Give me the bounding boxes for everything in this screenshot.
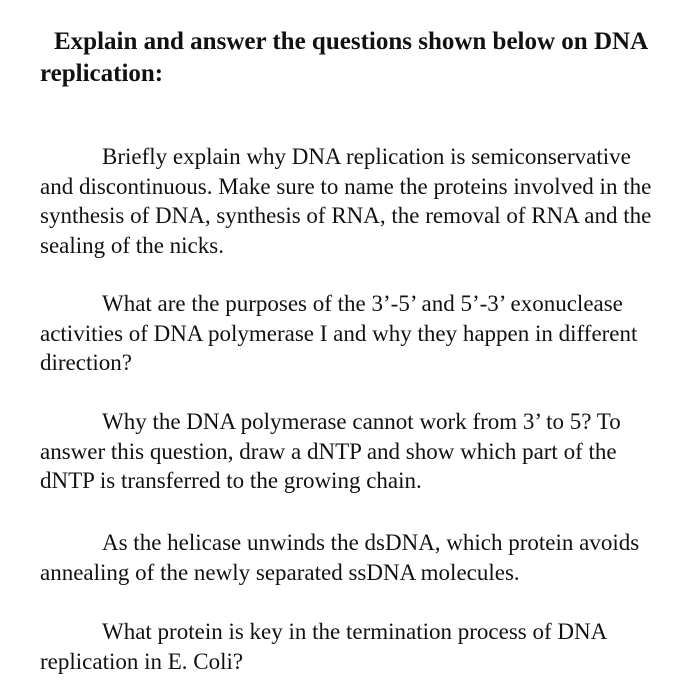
question-3: Why the DNA polymerase cannot work from 3’ to 5? To answer this question, draw a dNTP and show which part of the dNTP is transferred to the growing chain. [40,409,621,493]
question-4: As the helicase unwinds the dsDNA, which protein avoids annealing of the newly separated ssDNA molecules. [40,530,640,585]
page-title: Explain and answer the questions shown below on DNA replication: [40,28,647,87]
question-1: Briefly explain why DNA replication is semiconservative and discontinuous. Make sure to name the proteins involved in the synthesis of DNA, synthesis of RNA, the removal of RNA and the sealing of the nicks. [40,144,652,258]
question-2: What are the purposes of the 3’-5’ and 5’-3’ exonuclease activities of DNA polymerase I and why they happen in different direction? [40,291,638,375]
question-5: What protein is key in the termination process of DNA replication in E. Coli? [40,619,606,674]
